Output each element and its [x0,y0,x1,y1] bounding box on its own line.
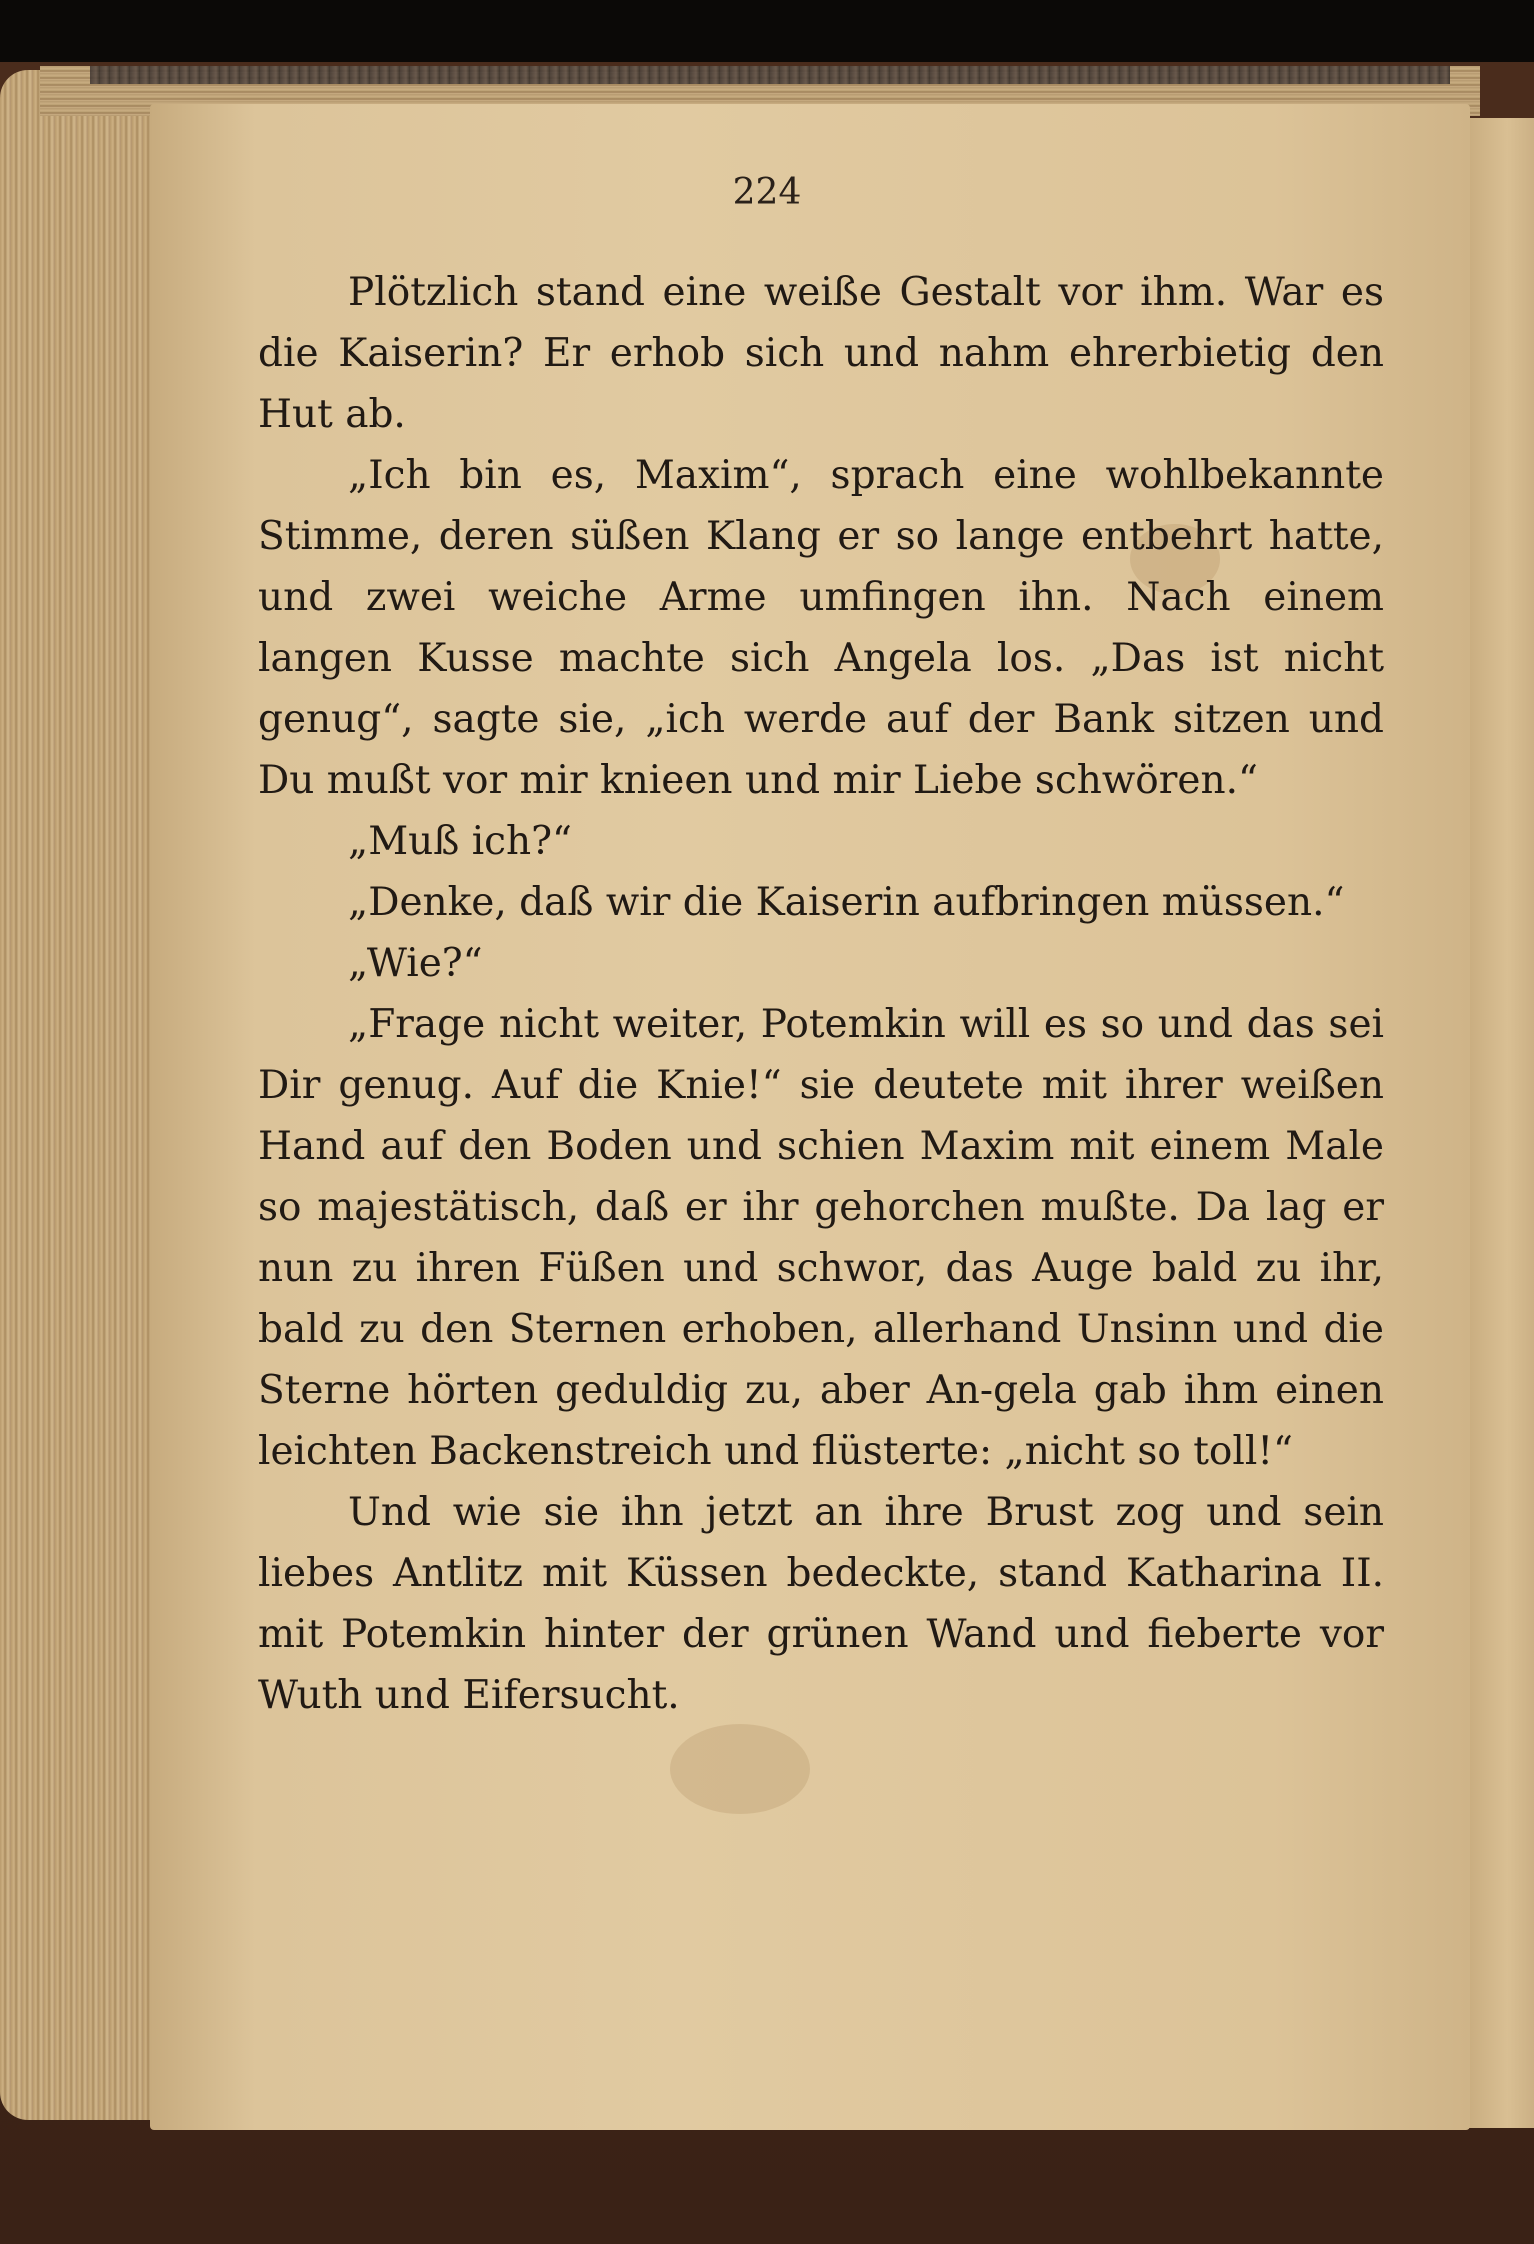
paragraph: „Wie?“ [348,941,483,986]
paper-stain [670,1724,810,1814]
paragraph: Und wie sie ihn jetzt an ihre Brust zog und sein liebes Antlitz mit Küssen bedeckte, stand Katharina II. mit Potemkin hinter der grünen Wand und fieberte vor Wuth und Eifersucht. [258,1490,1384,1718]
page-text [258,262,1384,1726]
paragraph: „Ich bin es, Maxim“, sprach eine wohlbekannte Stimme, deren süßen Klang er so lange entbehrt hatte, und zwei weiche Arme umfingen ihn. Nach einem langen Kusse machte sich Angela los. „Das ist nicht genug“, sagte sie, „ich werde auf der Bank sitzen und Du mußt vor mir knieen und mir Liebe schwören.“ [258,453,1384,803]
facing-page-edge [1468,118,1534,2128]
paragraph: Plötzlich stand eine weiße Gestalt vor ihm. War es die Kaiserin? Er erhob sich und nahm ehrerbietig den Hut ab. [258,270,1384,437]
binding-band [90,66,1450,84]
paragraph: „Muß ich?“ [348,819,572,864]
page-number: 224 [732,172,802,213]
paragraph: „Denke, daß wir die Kaiserin aufbringen müssen.“ [348,880,1345,925]
paragraph: „Frage nicht weiter, Potemkin will es so und das sei Dir genug. Auf die Knie!“ sie deutete mit ihrer weißen Hand auf den Boden und schien Maxim mit einem Male so majestätisch, daß er ihr gehorchen mußte. Da lag er nun zu ihren Füßen und schwor, das Auge bald zu ihr, bald zu den Sternen erhoben, allerhand Unsinn und die Sterne hörten geduldig zu, aber An-gela gab ihm einen leichten Backenstreich und flüsterte: „nicht so toll!“ [258,1002,1384,1474]
